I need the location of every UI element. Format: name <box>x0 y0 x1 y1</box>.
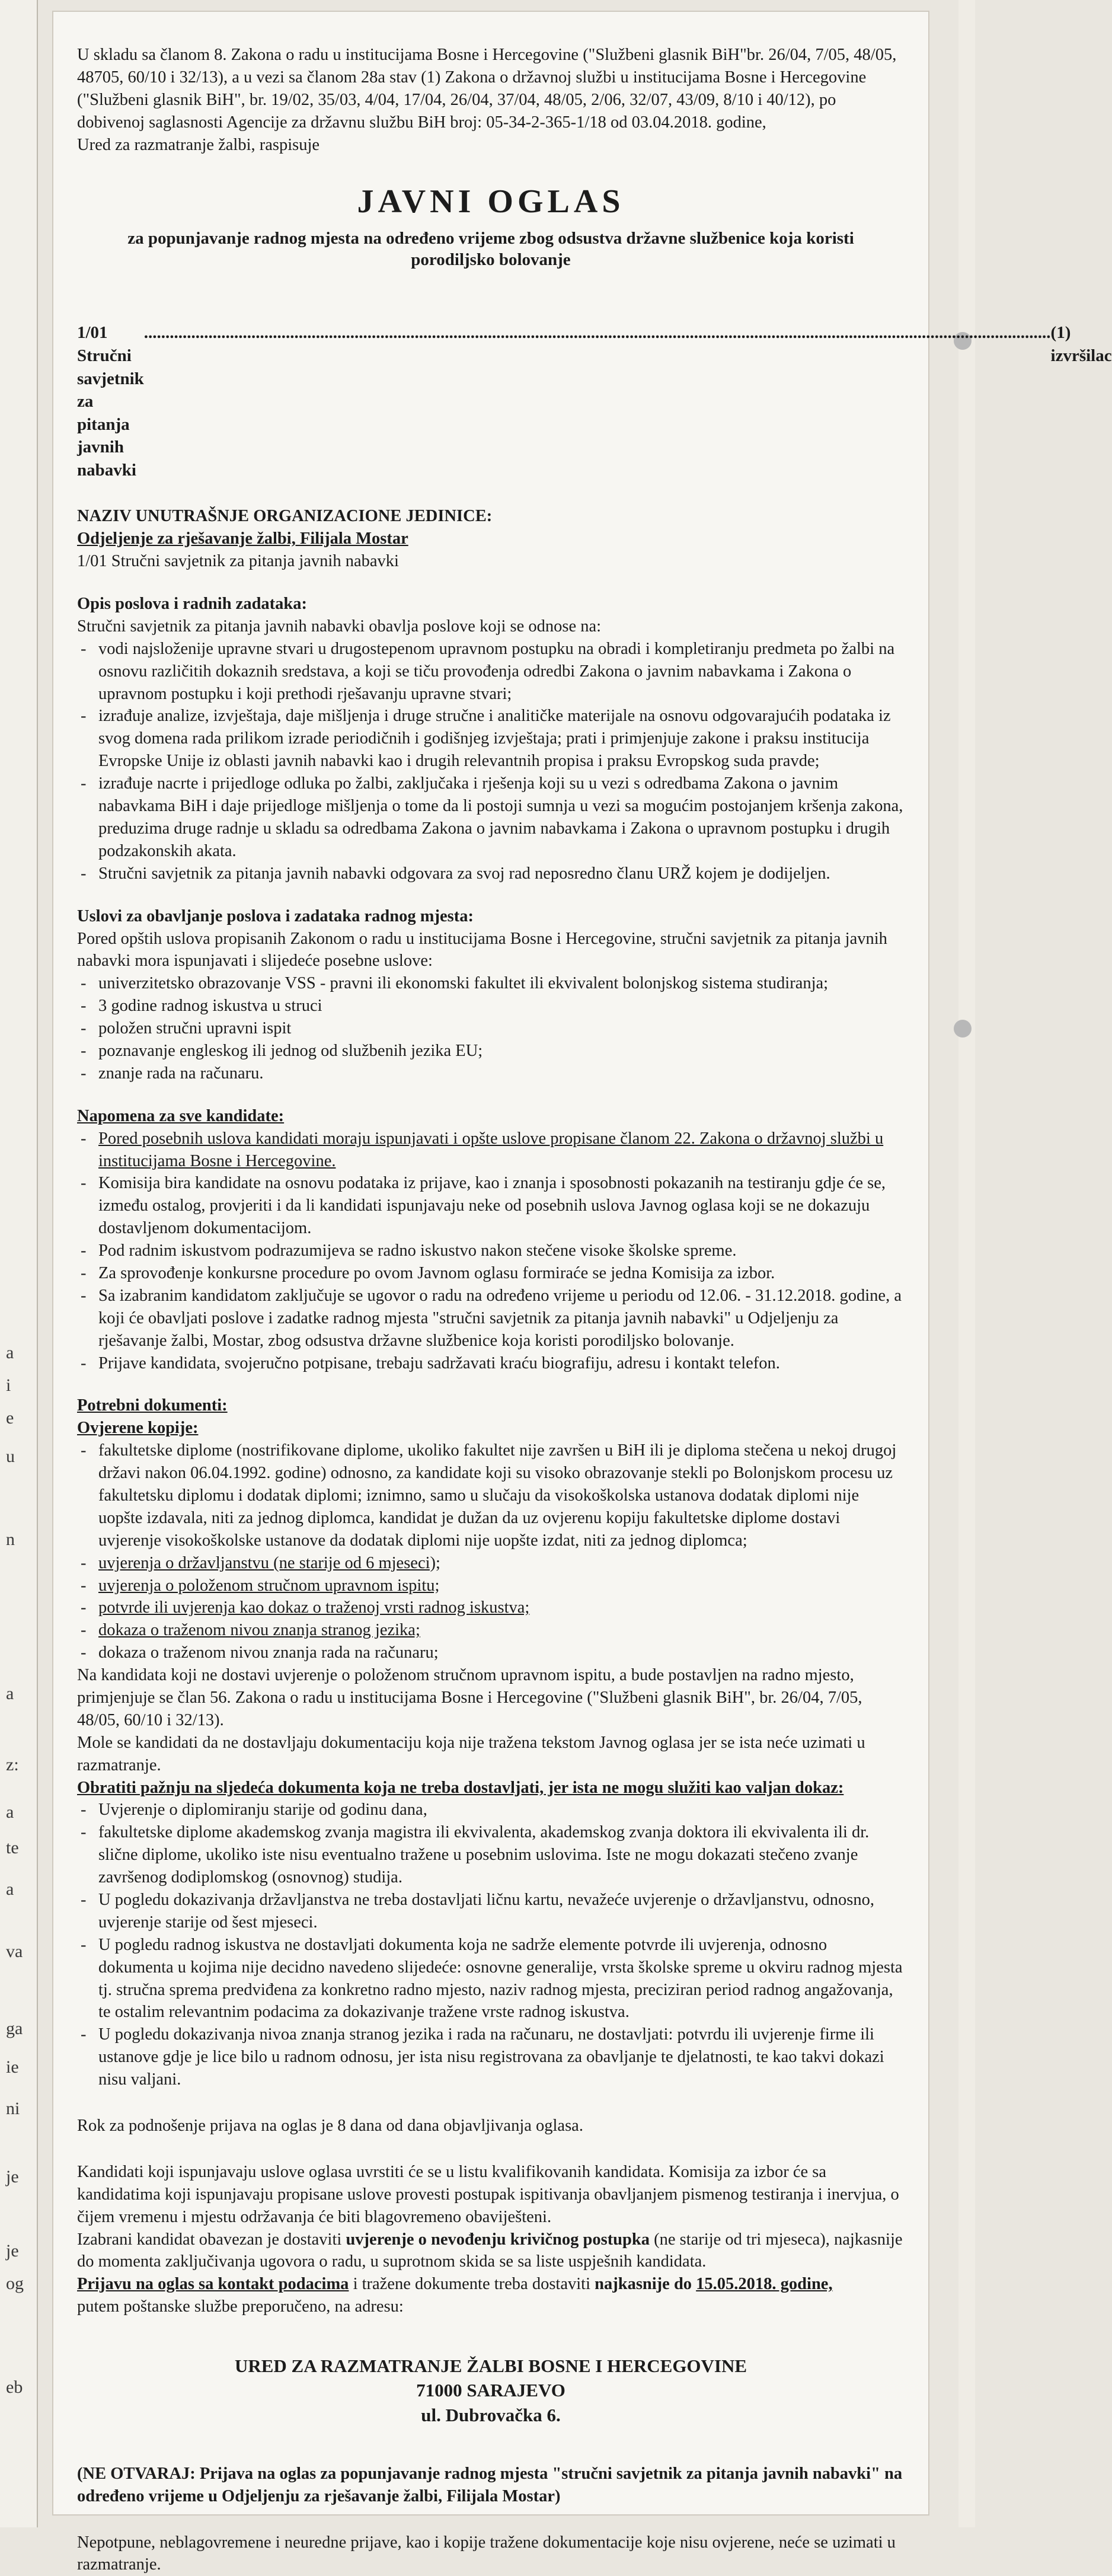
list-item: - U pogledu radnog iskustva ne dostavljati dokumenta koja ne sadrže elemente potvrde ili uvjerenja, odnosno dokumenta u kojima nije decidno navedeno slijedeće: osnovne generalije, vrsta školske spreme u okviru radnog mjesta tj. stručna sprema predviđena za konkretno radno mjesto, naziv radnog mjesta, preciziran period radnog angažovanja, te ostalim relevantnim podacima za dokazivanje tražene vrste radnog iskustva. <box>77 1934 905 2024</box>
documents-note-extra: Mole se kandidati da ne dostavljaju dokumentaciju koja nije tražena tekstom Javnog oglasa jer se ista neće uzimati u razmatranje. <box>77 1733 865 1774</box>
binding-hole-middle <box>954 1020 972 1038</box>
margin-fragment: a <box>6 1684 14 1703</box>
notes-list <box>77 1128 905 1375</box>
envelope-note: (NE OTVARAJ: Prijava na oglas za popunjavanje radnog mjesta "stručni savjetnik za pitanja javnih nabavki" na određeno vrijeme u Odjeljenju za rješavanje žalbi, Filijala Mostar) <box>77 2464 903 2505</box>
list-item: - Pored posebnih uslova kandidati moraju ispunjavati i opšte uslove propisane članom 22. Zakona o državnoj službi u institucijama Bosne i Hercegovine. <box>77 1128 905 1173</box>
duties-list <box>77 638 905 885</box>
selection-certificate-c: (ne starije od tri mjeseca), najkasnije do momenta zaključivanja ugovora o radu, u suprotnom skida se sa liste uspješnih kandidata. <box>77 2230 903 2271</box>
margin-fragment: i <box>6 1375 11 1395</box>
margin-fragment: je <box>6 2167 19 2186</box>
intro-paragraph <box>77 44 905 156</box>
list-item: - uvjerenja o državljanstvu (ne starije od 6 mjeseci); <box>77 1552 905 1575</box>
page-edge-strip <box>958 0 975 2527</box>
margin-fragment: va <box>6 1942 23 1961</box>
list-item: - Prijave kandidata, svojeručno potpisane, trebaju sadržavati kraću biografiju, adresu i kontakt telefon. <box>77 1352 905 1375</box>
submission-a: Prijavu na oglas sa kontakt podacima <box>77 2275 349 2294</box>
margin-fragment: og <box>6 2274 24 2293</box>
list-item: - univerzitetsko obrazovanje VSS - pravni ili ekonomski fakultet ili ekvivalent bolonjskog sistema studiranja; <box>77 972 905 995</box>
list-item: - izrađuje analize, izvještaja, daje mišljenja i druge stručne i analitičke materijale na osnovu odgovarajućih podataka iz svog domena rada prilikom izrade periodičnih i godišnjeg izvještaja; prati i primjenjuje zakone i praksu institucija Evropske Unije iz oblasti javnih nabavki kao i drugih relevantnih propisa i praksu Evropskog suda pravde; <box>77 705 905 773</box>
margin-fragment: ie <box>6 2057 19 2077</box>
warning-list <box>77 1799 905 2091</box>
position-dots: ................................................................................................................................................................................................................... <box>143 323 1051 343</box>
margin-fragment: a <box>6 1802 14 1822</box>
submission-e: putem poštanske službe preporučeno, na adresu: <box>77 2297 404 2316</box>
submission-c: najkasnije do <box>595 2275 692 2294</box>
list-item: - Za sprovođenje konkursne procedure po ovom Javnom oglasu formiraće se jedna Komisija za izbor. <box>77 1262 905 1285</box>
margin-fragment: ga <box>6 2019 23 2038</box>
position-line <box>77 321 1112 481</box>
page-title: JAVNI OGLAS <box>357 183 625 221</box>
margin-fragment: u <box>6 1447 15 1466</box>
selection-certificate-a: Izabrani kandidat obavezan je dostaviti <box>77 2230 342 2249</box>
list-item: - U pogledu dokazivanja državljanstva ne treba dostavljati ličnu kartu, nevažeće uvjerenje o državljanstvu, odnosno, uvjerenje starije od šest mjeseci. <box>77 1889 905 1934</box>
margin-fragment: n <box>6 1530 15 1549</box>
list-item: - dokaza o traženom nivou znanja stranog jezika; <box>77 1619 905 1642</box>
list-item: - U pogledu dokazivanja nivoa znanja stranog jezika i rada na računaru, ne dostavljati: potvrdu ili uvjerenje firme ili ustanove gdje je lice bilo u radnom odnosu, jer ista nisu registrovana za obavljanje te djelatnosti, te kao takvi dokazi nisu valjani. <box>77 2023 905 2091</box>
list-item: - fakultetske diplome (nostrifikovane diplome, ukoliko fakultet nije završen u BiH ili je diploma stečena u nekoj drugoj državi nakon 06.04.1992. godine) odnosno, za kandidate koji su visoko obrazovanje stekli po Bolonjskom procesu uz fakultetsku diplomu i dodatak diplomi; iznimno, samo u slučaju da visokoškolska ustanova dodatak diplomi nije uopšte izdavala, niti za jednog diplomca, kandidat je dužan da uz ovjerenu kopiju fakultetske diplome dostavi uvjerenje visokoškolske ustanove da dodatak diplomi nije uopšte izdat, niti za jednog diplomca; <box>77 1439 905 1552</box>
list-item: - fakultetske diplome akademskog zvanja magistra ili ekvivalenta, akademskog zvanja doktora ili ekvivalenta ili dr. slične diplome, ukoliko iste nisu eventualno tražene u posebnim uslovima. Iste ne mogu dokazati stečeno zvanje završenog dodiplomskog (osnovnog) studija. <box>77 1821 905 1889</box>
selection-certificate <box>77 2229 905 2274</box>
duties-heading: Opis poslova i radnih zadataka: <box>77 595 308 614</box>
conditions-intro: Pored opštih uslova propisanih Zakonom o radu u institucijama Bosne i Hercegovine, stručni savjetnik za pitanja javnih nabavki mora ispunjavati i slijedeće posebne uslove: <box>77 929 887 971</box>
margin-fragment: e <box>6 1408 14 1428</box>
list-item: - Pod radnim iskustvom podrazumijeva se radno iskustvo nakon stečene visoke školske spreme. <box>77 1240 905 1262</box>
list-item: - poznavanje engleskog ili jednog od službenih jezika EU; <box>77 1040 905 1062</box>
closing-note: Nepotpune, neblagovremene i neuredne prijave, kao i kopije tražene dokumentacije koje nisu ovjerene, neće se uzimati u razmatranje. <box>77 2533 896 2574</box>
selection-certificate-b: uvjerenje o nevođenju krivičnog postupka <box>346 2230 650 2249</box>
list-item: - vodi najsloženije upravne stvari u drugostepenom upravnom postupku na obradi i kompletiranju predmeta po žalbi na osnovu različitih dokaznih sredstava, a koji se tiču provođenja odredbi Zakona o javnim nabavkama i Zakona o upravnom postupku i koji prethodi rješavanju upravne stvari; <box>77 638 905 706</box>
list-item: - znanje rada na računaru. <box>77 1062 905 1085</box>
list-item: - položen stručni upravni ispit <box>77 1017 905 1040</box>
page-subtitle: za popunjavanje radnog mjesta na određeno vrijeme zbog odsustva državne službenice koja koristi porodiljsko bolovanje <box>127 228 854 270</box>
list-item: - 3 godine radnog iskustva u struci <box>77 995 905 1017</box>
address-line-1: URED ZA RAZMATRANJE ŽALBI BOSNE I HERCEGOVINE <box>234 2355 747 2377</box>
intro-text: U skladu sa članom 8. Zakona o radu u institucijama Bosne i Hercegovine ("Službeni glasnik BiH"br. 26/04, 7/05, 48/05, 48705, 60/10 i 32/13), a u vezi sa članom 28a stav (1) Zakona o državnoj službi u institucijama Bosne i Hercegovine ("Službeni glasnik BiH", br. 19/02, 35/03, 4/04, 17/04, 26/04, 37/04, 48/05, 2/06, 32/07, 43/09, 8/10 i 40/12), po dobivenoj saglasnosti Agencije za državnu službu BiH broj: 05-34-2-365-1/18 od 03.04.2018. godine, <box>77 46 897 132</box>
warning-heading: Obratiti pažnju na sljedeća dokumenta koja ne treba dostavljati, jer ista ne mogu služiti kao valjan dokaz: <box>77 1778 844 1797</box>
documents-list <box>77 1439 905 1664</box>
conditions-list <box>77 972 905 1084</box>
documents-heading: Potrebni dokumenti: <box>77 1396 228 1415</box>
address-line-2: 71000 SARAJEVO <box>416 2380 565 2401</box>
margin-fragment: te <box>6 1838 19 1857</box>
address-block <box>77 2354 905 2427</box>
list-item: - Sa izabranim kandidatom zaključuje se ugovor o radu na određeno vrijeme u periodu od 12.06. - 31.12.2018. godine, a koji će obavljati poslove i zadatke radnog mjesta "stručni savjetnik za pitanja javnih nabavki" u Odjeljenju za rješavanje žalbi, Mostar, zbog odsustva državne službenice koja koristi porodiljsko bolovanje. <box>77 1285 905 1352</box>
address-line-3: ul. Dubrovačka 6. <box>421 2404 561 2425</box>
notes-heading: Napomena za sve kandidate: <box>77 1106 285 1125</box>
submission-deadline: 15.05.2018. godine, <box>696 2275 833 2294</box>
conditions-heading: Uslovi za obavljanje poslova i zadataka radnog mjesta: <box>77 906 474 925</box>
adjacent-column-strip <box>0 0 38 2527</box>
margin-fragment: z: <box>6 1755 19 1774</box>
job-advertisement <box>52 11 1112 2574</box>
position-count: (1) izvršilac <box>1050 323 1112 365</box>
documents-note-exam: Na kandidata koji ne dostavi uvjerenje o položenom stručnom upravnom ispitu, a bude postavljen na radno mjesto, primjenjuje se član 56. Zakona o radu u institucijama Bosne i Hercegovine ("Službeni glasnik BiH", br. 26/04, 7/05, 48/05, 60/10 i 32/13). <box>77 1666 862 1729</box>
list-item: - izrađuje nacrte i prijedloge odluka po žalbi, zaključaka i rješenja koji su u vezi s odredbama Zakona o javnim nabavkama BiH i daje prijedloge mišljenja o tome da li postoji sumnja u vezi sa mogućim postojanjem kršenja zakona, preduzima druge radnje u skladu sa odredbama Zakona o javnim nabavkama i Zakona o upravnom postupku i drugih podzakonskih akata. <box>77 773 905 863</box>
deadline-text: Rok za podnošenje prijava na oglas je 8 dana od dana objavljivanja oglasa. <box>77 2117 583 2136</box>
documents-subheading: Ovjerene kopije: <box>77 1419 199 1438</box>
margin-fragment: a <box>6 1343 14 1362</box>
margin-fragment: ni <box>6 2099 20 2118</box>
submission-instructions <box>77 2273 905 2318</box>
list-item: - Stručni savjetnik za pitanja javnih nabavki odgovara za svoj rad neposredno članu URŽ kojem je dodijeljen. <box>77 863 905 885</box>
list-item: - potvrde ili uvjerenja kao dokaz o traženoj vrsti radnog iskustva; <box>77 1597 905 1619</box>
intro-last-line: Ured za razmatranje žalbi, raspisuje <box>77 135 320 154</box>
selection-paragraph: Kandidati koji ispunjavaju uslove oglasa uvrstiti će se u listu kvalifikovanih kandidata. Komisija za izbor će sa kandidatima koji ispunjavaju propisane uslove provesti postupak ispitivanja obavljanjem pismenog testiranja i inervjua, o čijem vremenu i mjestu održavanja će biti blagovremeno obaviješteni. <box>77 2162 899 2226</box>
list-item: - dokaza o traženom nivou znanja rada na računaru; <box>77 1642 905 1664</box>
duties-intro: Stručni savjetnik za pitanja javnih nabavki obavlja poslove koji se odnose na: <box>77 617 602 636</box>
margin-fragment: je <box>6 2241 19 2261</box>
list-item: - Komisija bira kandidate na osnovu podataka iz prijave, kao i znanja i sposobnosti pokazanih na testiranju gdje će se, između ostalog, provjeriti i da li kandidati ispunjavaju neke od posebnih uslova Javnog oglasa koji se ne dokazuju dostavljenom dokumentacijom. <box>77 1172 905 1240</box>
org-position: 1/01 Stručni savjetnik za pitanja javnih nabavki <box>77 552 399 571</box>
margin-fragment: eb <box>6 2377 23 2397</box>
position-label: 1/01 Stručni savjetnik za pitanja javnih nabavki <box>77 323 144 480</box>
org-department: Odjeljenje za rješavanje žalbi, Filijala Mostar <box>77 529 408 548</box>
org-heading: NAZIV UNUTRAŠNJE ORGANIZACIONE JEDINICE: <box>77 507 493 526</box>
list-item: - uvjerenja o položenom stručnom upravnom ispitu; <box>77 1575 905 1597</box>
margin-fragment: a <box>6 1879 14 1899</box>
submission-b: i tražene dokumente treba dostaviti <box>353 2275 590 2294</box>
list-item: - Uvjerenje o diplomiranju starije od godinu dana, <box>77 1799 905 1821</box>
